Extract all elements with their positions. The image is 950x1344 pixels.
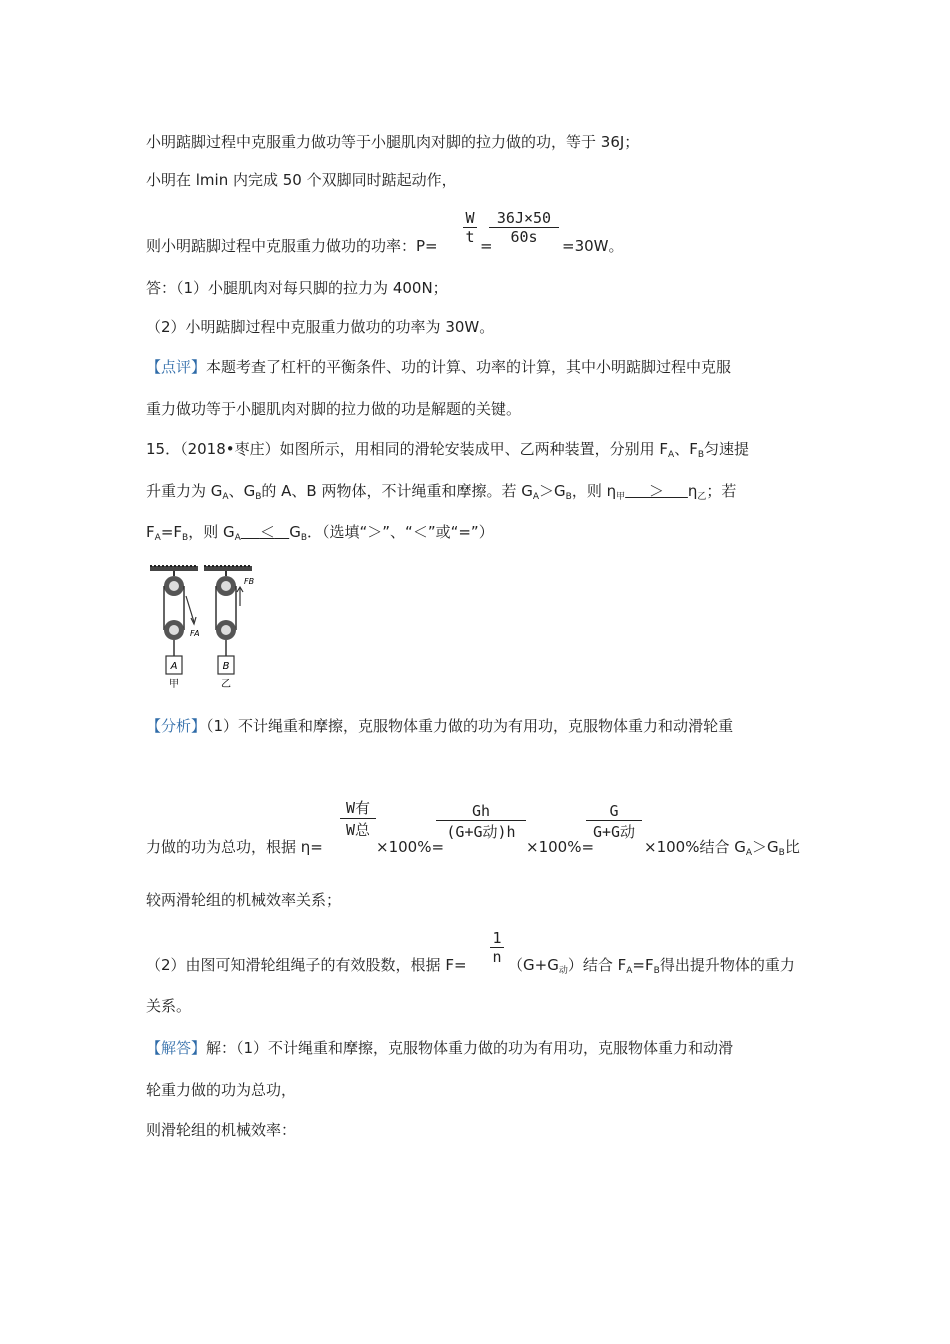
force-a-label: FA xyxy=(190,629,200,638)
analysis-line-5: 关系。 xyxy=(146,997,192,1015)
caption-yi: 乙 xyxy=(221,679,231,690)
answer-2: （2）小明踮脚过程中克服重力做功的功率为 30W。 xyxy=(146,318,495,336)
solution-line-3: 则滑轮组的机械效率： xyxy=(146,1121,297,1139)
question-15-line-3: $F_A=F_B$，则 $G_A$ ＜ $G_B$．（选填“＞”、“＜”或“=”） xyxy=(146,523,494,543)
answer-blank-2: ＜ xyxy=(259,523,275,541)
caption-jia: 甲 xyxy=(169,679,179,690)
solution-line-1: 【解答】解：（1）不计绳重和摩擦，克服物体重力做的功为有用功，克服物体重力和动滑 xyxy=(146,1039,734,1057)
fraction-36j-50-over-60s: 36J×50 60s xyxy=(489,209,559,246)
analysis-compare: ×100%结合 $G_A>G_B$比 xyxy=(644,838,800,858)
analysis-line-3: 较两滑轮组的机械效率关系； xyxy=(146,891,342,909)
fraction-w-over-t: W t xyxy=(463,209,477,246)
times-100-a: ×100%= xyxy=(376,838,445,856)
fraction-w-useful-over-w-total: W有 W总 xyxy=(340,797,376,840)
equals-sign: = xyxy=(480,237,493,255)
analysis-line-4-cont: $(G+G_动)$结合 $F_A=F_B$得出提升物体的重力 xyxy=(508,956,795,976)
power-result: =30W。 xyxy=(562,237,624,255)
paragraph-work-equivalence: 小明踮脚过程中克服重力做功等于小腿肌肉对脚的拉力做的功，等于 36J； xyxy=(146,133,640,151)
analysis-efficiency-line: 力做的功为总功，根据 η= xyxy=(146,838,323,856)
question-15-line-2: 升重力为 $G_A$、$G_B$的 A、B 两物体，不计绳重和摩擦。若 $G_A>G_B$，则 $\eta_甲$ ＞ $\eta_乙$；若 xyxy=(146,482,737,502)
analysis-line-1: 【分析】（1）不计绳重和摩擦，克服物体重力做的功为有用功，克服物体重力和动滑轮重 xyxy=(146,717,734,735)
times-100-b: ×100%= xyxy=(526,838,595,856)
paragraph-actions-count: 小明在 lmin 内完成 50 个双脚同时踮起动作， xyxy=(146,171,457,189)
pulley-diagram xyxy=(146,562,258,694)
fraction-1-over-n: 1 n xyxy=(490,929,504,966)
comment-line-2: 重力做功等于小腿肌肉对脚的拉力做的功是解题的关键。 xyxy=(146,400,522,418)
answer-1: 答：（1）小腿肌肉对每只脚的拉力为 400N； xyxy=(146,279,448,297)
block-b-label: B xyxy=(222,661,230,672)
paragraph-power-formula: 则小明踮脚过程中克服重力做功的功率：P= xyxy=(146,237,438,255)
answer-blank-1: ＞ xyxy=(649,482,665,500)
comment-line-1: 【点评】本题考查了杠杆的平衡条件、功的计算、功率的计算，其中小明踮脚过程中克服 xyxy=(146,358,732,376)
question-15-line-1: 15．（2018•枣庄）如图所示，用相同的滑轮安装成甲、乙两种装置，分别用 $F_A$、$F_B$匀速提 xyxy=(146,440,750,460)
fraction-g-over-g-plus-gdong: G G+G动 xyxy=(586,802,642,842)
analysis-line-4: （2）由图可知滑轮组绳子的有效股数，根据 F= xyxy=(146,956,467,974)
solution-line-2: 轮重力做的功为总功， xyxy=(146,1081,297,1099)
block-a-label: A xyxy=(170,661,178,672)
force-b-label: FB xyxy=(244,577,255,586)
fraction-gh-over-g-plus-gdong-h: Gh (G+G动)h xyxy=(436,802,526,842)
